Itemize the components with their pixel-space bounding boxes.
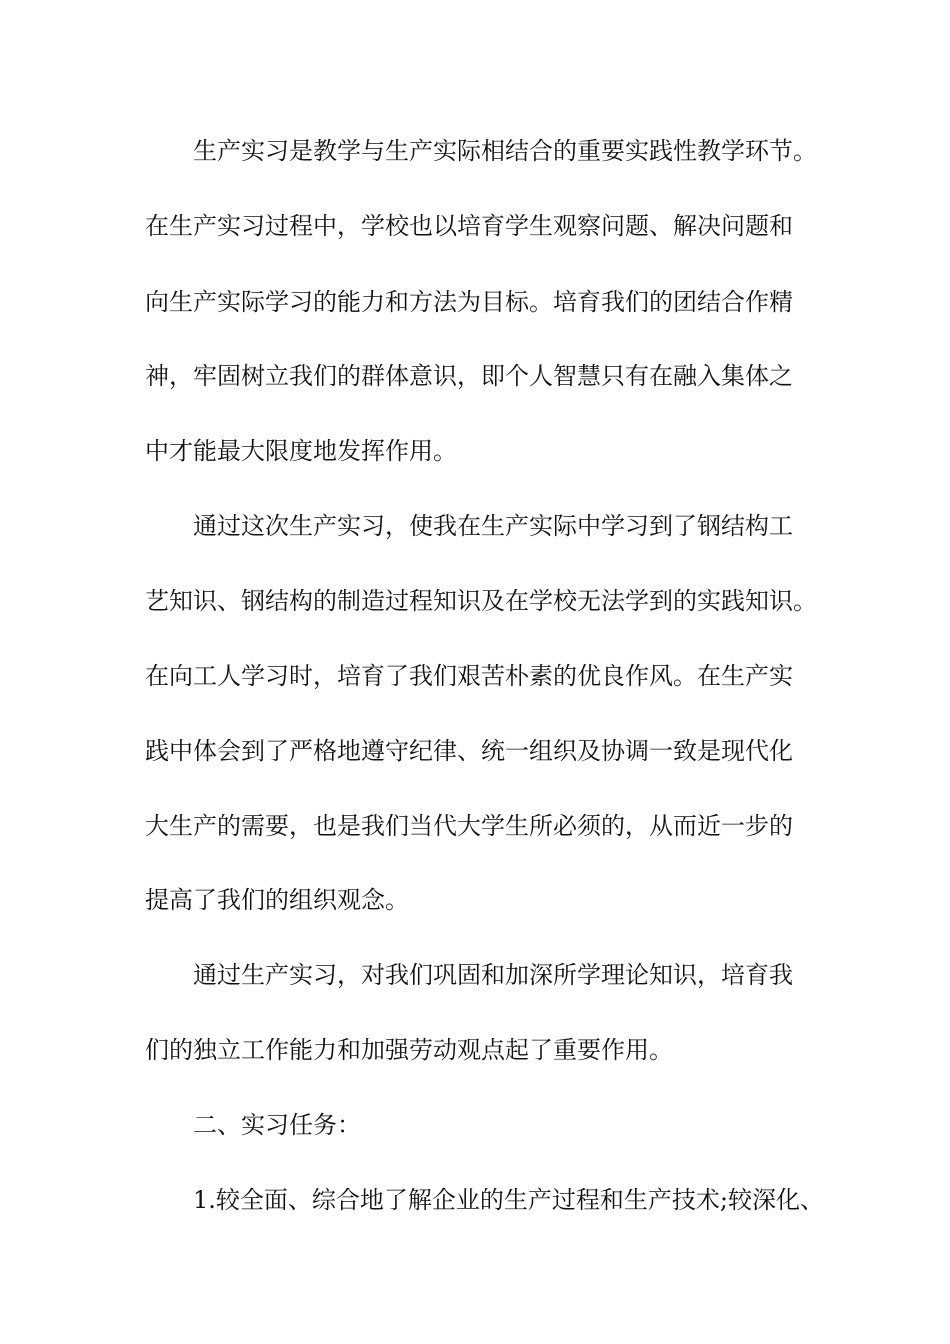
paragraph-2-line-1: 通过这次生产实习，使我在生产实际中学习到了钢结构工: [193, 512, 793, 540]
paragraph-1-line-3: 向生产实际学习的能力和方法为目标。培育我们的团结合作精: [145, 288, 793, 316]
paragraph-3-line-1: 通过生产实习，对我们巩固和加深所学理论知识，培育我: [193, 961, 793, 989]
paragraph-2-line-6: 提高了我们的组织观念。: [145, 886, 409, 914]
paragraph-3-line-2: 们的独立工作能力和加强劳动观点起了重要作用。: [145, 1036, 673, 1064]
paragraph-1-line-4: 神，牢固树立我们的群体意识，即个人智慧只有在融入集体之: [145, 362, 793, 390]
list-item-1: 1.较全面、综合地了解企业的生产过程和生产技术;较深化、: [193, 1186, 824, 1214]
paragraph-1-line-5: 中才能最大限度地发挥作用。: [145, 437, 457, 465]
paragraph-2-line-3: 在向工人学习时，培育了我们艰苦朴素的优良作风。在生产实: [145, 662, 793, 690]
paragraph-1-line-2: 在生产实习过程中，学校也以培育学生观察问题、解决问题和: [145, 212, 793, 240]
paragraph-2-line-4: 践中体会到了严格地遵守纪律、统一组织及协调一致是现代化: [145, 737, 793, 765]
paragraph-2-line-2: 艺知识、钢结构的制造过程知识及在学校无法学到的实践知识。: [145, 587, 817, 615]
paragraph-2-line-5: 大生产的需要，也是我们当代大学生所必须的，从而近一步的: [145, 812, 793, 840]
paragraph-1-line-1: 生产实习是教学与生产实际相结合的重要实践性教学环节。: [193, 137, 817, 165]
section-heading: 二、实习任务：: [193, 1111, 361, 1139]
